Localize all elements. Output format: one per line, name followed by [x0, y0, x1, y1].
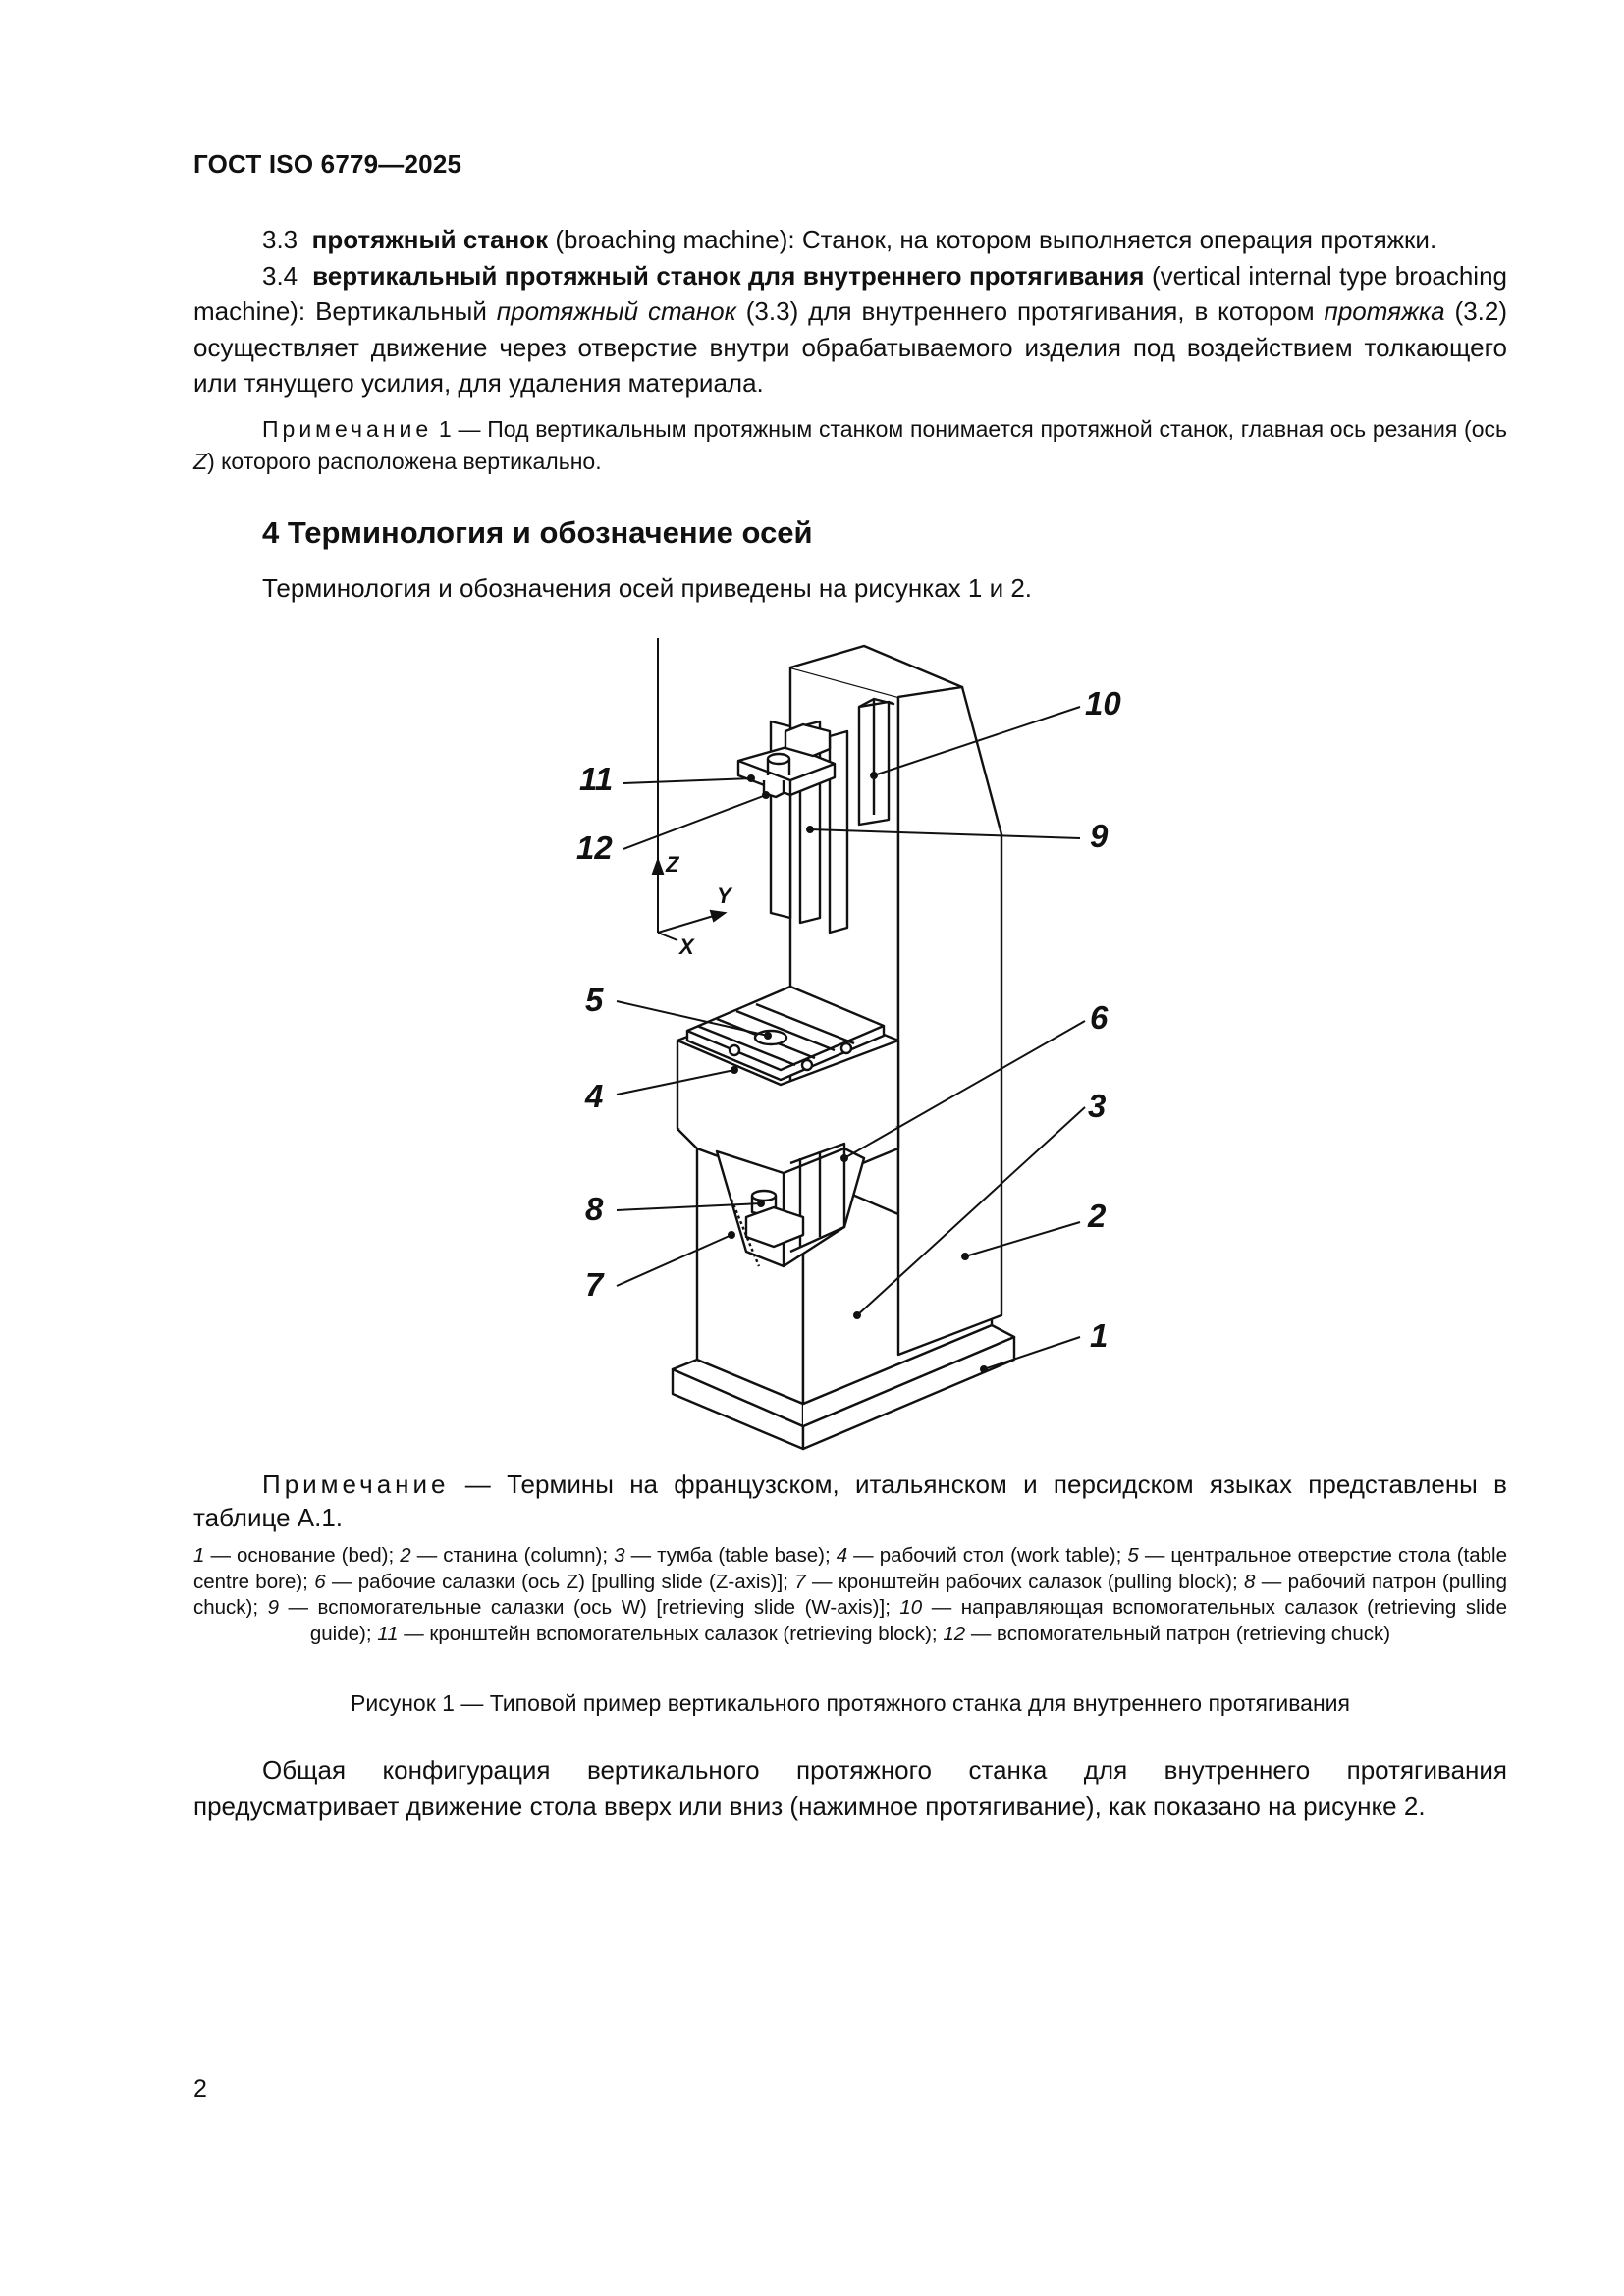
- callout-10: 10: [1085, 685, 1121, 721]
- legend-number: 7: [794, 1570, 806, 1593]
- legend-number: 1: [193, 1544, 205, 1567]
- legend-number: 3: [614, 1544, 625, 1567]
- section-4-title: 4 Терминология и обозначение осей: [262, 514, 813, 550]
- callout-1: 1: [1090, 1317, 1109, 1354]
- main-content: [193, 222, 1507, 606]
- legend-text: — кронштейн вспомогательных салазок (retrieving block);: [398, 1622, 944, 1645]
- definition-3-4: [193, 258, 1507, 401]
- note-text: ) которого расположена вертикально.: [207, 448, 602, 474]
- legend-text: — вспомогательные салазки (ось W) [retrieving slide (W-axis)];: [279, 1596, 900, 1619]
- legend-text: — основание (bed);: [204, 1544, 401, 1567]
- legend-number: 6: [314, 1570, 326, 1593]
- callout-11: 11: [579, 761, 614, 797]
- term-reference: протяжный станок: [496, 296, 736, 326]
- legend-text: — тумба (table base);: [624, 1544, 837, 1567]
- legend-text: — центральное отверстие стола (table centre bore);: [193, 1544, 1507, 1593]
- term-reference: протяжка: [1324, 296, 1445, 326]
- callout-8: 8: [585, 1191, 604, 1227]
- legend-number: 11: [377, 1622, 399, 1645]
- definition-number: 3.3: [262, 225, 298, 254]
- figure-note: [193, 1468, 1507, 1534]
- callout-7: 7: [585, 1266, 604, 1303]
- legend-text: — вспомогательный патрон (retrieving chuck): [965, 1622, 1391, 1645]
- definition-number: 3.4: [262, 260, 298, 291]
- legend-text: — кронштейн рабочих салазок (pulling block);: [805, 1570, 1245, 1593]
- callout-9: 9: [1090, 818, 1109, 854]
- legend-number: 9: [267, 1596, 279, 1619]
- note-label: Примечание: [262, 1469, 450, 1499]
- definition-text: (3.3) для внутреннего протягивания, в котором: [735, 296, 1325, 326]
- legend-text: — рабочие салазки (ось Z) [pulling slide (Z-axis)];: [325, 1570, 795, 1593]
- callout-12: 12: [576, 829, 613, 866]
- callout-6: 6: [1090, 999, 1109, 1036]
- definition-text: (vertical internal type broaching machine): Вертикальный: [193, 260, 1507, 326]
- axis-x-label: X: [679, 934, 694, 959]
- definition-3-3: [193, 222, 1507, 258]
- figure-1: [550, 638, 1139, 1453]
- definition-term: протяжный станок: [311, 225, 549, 254]
- legend-text: — рабочий стол (work table);: [847, 1544, 1128, 1567]
- callout-3: 3: [1088, 1088, 1107, 1124]
- note-text: — Термины на французском, итальянском и персидском языках представлены в таблице А.1.: [193, 1469, 1507, 1532]
- closing-paragraph: Общая конфигурация вертикального протяжного станка для внутреннего протягивания предусматривает движение стола вверх или вниз (нажимное протягивание), как показано на рисунке 2.: [193, 1755, 1507, 1821]
- legend-text: — рабочий патрон (pulling chuck);: [193, 1570, 1508, 1619]
- legend-number: 12: [943, 1622, 966, 1645]
- definition-text: (broaching machine): Станок, на котором выполняется операция протяжки.: [548, 225, 1437, 254]
- page-number: 2: [193, 2075, 207, 2103]
- note-label: Примечание: [262, 415, 433, 442]
- figure-legend: [193, 1543, 1507, 1647]
- legend-text: — направляющая вспомогательных салазок (retrieving slide guide);: [309, 1596, 1507, 1645]
- legend-number: 2: [400, 1544, 411, 1567]
- legend-number: 4: [836, 1544, 848, 1567]
- note-text: 1 — Под вертикальным протяжным станком понимается протяжной станок, главная ось резания (ось: [432, 415, 1507, 442]
- callout-5: 5: [585, 982, 604, 1018]
- figure-caption: Рисунок 1 — Типовой пример вертикального протяжного станка для внутреннего протягивания: [351, 1690, 1350, 1716]
- section-4-intro: Терминология и обозначения осей приведены на рисунках 1 и 2.: [262, 572, 1033, 603]
- legend-number: 5: [1127, 1544, 1139, 1567]
- legend-text: — станина (column);: [410, 1544, 615, 1567]
- note-axis: Z: [193, 448, 208, 474]
- definition-text: (3.2) осуществляет движение через отверстие внутри обрабатываемого изделия под воздействием толкающего или тянущего усилия, для удаления материала.: [193, 296, 1507, 398]
- legend-number: 10: [899, 1596, 923, 1619]
- note-1: [193, 413, 1507, 478]
- broaching-machine-drawing: [550, 638, 1139, 1453]
- axis-z-label: Z: [666, 852, 679, 877]
- axis-y-label: Y: [717, 883, 731, 908]
- callout-4: 4: [585, 1078, 604, 1114]
- callout-2: 2: [1088, 1198, 1107, 1234]
- definition-term: вертикальный протяжный станок для внутреннего протягивания: [312, 260, 1145, 291]
- legend-number: 8: [1244, 1570, 1256, 1593]
- document-header: ГОСТ ISO 6779—2025: [193, 149, 462, 179]
